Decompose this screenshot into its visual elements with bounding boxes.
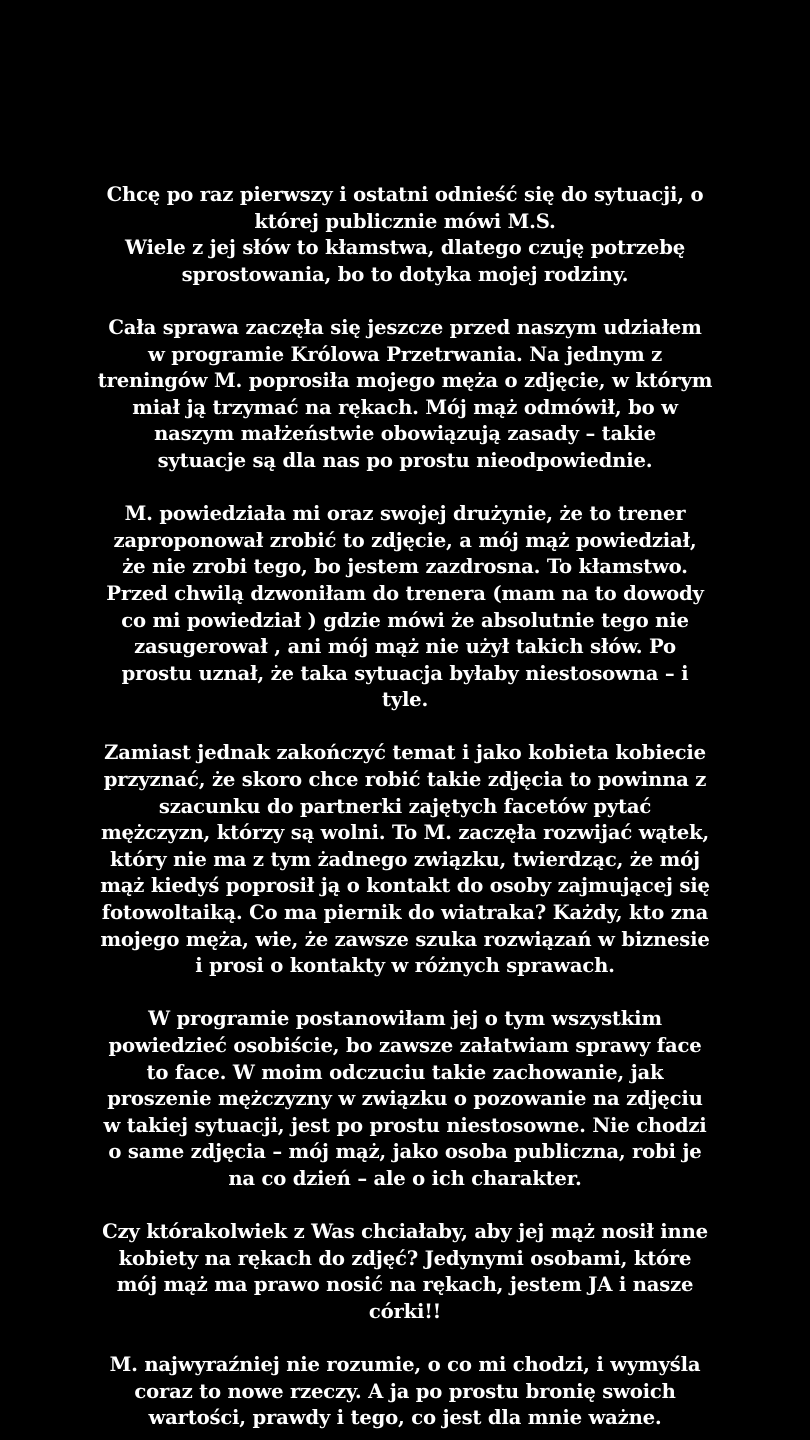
statement-line: że nie zrobi tego, bo jestem zazdrosna. To kłamstwo. <box>122 555 688 579</box>
statement-paragraph <box>48 1006 762 1192</box>
statement-line: W programie postanowiłam jej o tym wszystkim <box>148 1007 662 1031</box>
statement-line: coraz to nowe rzeczy. A ja po prostu bronię swoich <box>134 1379 676 1403</box>
statement-paragraph <box>48 1352 762 1432</box>
statement-line: powiedzieć osobiście, bo zawsze załatwiam sprawy face <box>108 1034 702 1057</box>
statement-line: Chcę po raz pierwszy i ostatni odnieść się do sytuacji, o <box>106 183 704 206</box>
statement-line: mąż kiedyś poprosił ją o kontakt do osoby zajmującej się <box>100 874 710 898</box>
statement-line: to face. W moim odczuciu takie zachowanie, jak <box>146 1060 664 1084</box>
statement-text <box>48 182 762 1432</box>
statement-line: fotowoltaiką. Co ma piernik do wiatraka? Każdy, kto zna <box>101 901 709 925</box>
statement-line: przyznać, że skoro chce robić takie zdjęcia to powinna z <box>103 768 707 792</box>
statement-line: w takiej sytuacji, jest po prostu niestosowne. Nie chodzi <box>103 1113 707 1137</box>
statement-line: Przed chwilą dzwoniłam do trenera (mam na to dowody <box>106 581 704 605</box>
statement-line: który nie ma z tym żadnego związku, twierdząc, że mój <box>110 847 700 871</box>
statement-line: prostu uznał, że taka sytuacja byłaby niestosowna – i <box>121 661 689 685</box>
statement-line: mojego męża, wie, że zawsze szuka rozwiązań w biznesie <box>100 927 710 951</box>
statement-line: której publicznie mówi M.S. <box>254 209 556 233</box>
statement-line: sprostowania, bo to dotyka mojej rodziny. <box>181 262 629 286</box>
statement-line: co mi powiedział ) gdzie mówi że absolutnie tego nie <box>121 608 689 632</box>
statement-line: mężczyzn, którzy są wolni. To M. zaczęła rozwijać wątek, <box>101 821 709 845</box>
statement-line: treningów M. poprosiła mojego męża o zdjęcie, w którym <box>97 369 713 393</box>
statement-line: córki!! <box>368 1299 442 1323</box>
statement-line: zaproponował zrobić to zdjęcie, a mój mąż powiedział, <box>113 528 697 552</box>
statement-line: proszenie mężczyzny w związku o pozowanie na zdjęciu <box>107 1087 703 1111</box>
statement-line: wartości, prawdy i tego, co jest dla mnie ważne. <box>148 1406 662 1430</box>
statement-line: szacunku do partnerki zajętych facetów pytać <box>158 794 652 818</box>
statement-line: zasugerował , ani mój mąż nie użył takich słów. Po <box>134 635 676 659</box>
statement-line: w programie Królowa Przetrwania. Na jednym z <box>147 342 663 366</box>
statement-line: Wiele z jej słów to kłamstwa, dlatego czuję potrzebę <box>125 236 685 260</box>
statement-line: Czy którakolwiek z Was chciałaby, aby jej mąż nosił inne <box>102 1220 708 1244</box>
statement-line: tyle. <box>381 688 429 712</box>
statement-paragraph <box>48 315 762 475</box>
statement-paragraph <box>48 1219 762 1325</box>
statement-line: miał ją trzymać na rękach. Mój mąż odmówił, bo w <box>132 395 678 419</box>
statement-line: mój mąż ma prawo nosić na rękach, jestem JA i nasze <box>116 1273 694 1297</box>
statement-line: M. powiedziała mi oraz swojej drużynie, że to trener <box>124 502 686 526</box>
statement-line: M. najwyraźniej nie rozumie, o co mi chodzi, i wymyśla <box>109 1353 701 1377</box>
statement-paragraph <box>48 740 762 979</box>
statement-paragraph <box>48 182 762 288</box>
statement-line: i prosi o kontakty w różnych sprawach. <box>195 954 615 978</box>
statement-line: sytuacje są dla nas po prostu nieodpowiednie. <box>157 448 653 472</box>
statement-line: Cała sprawa zaczęła się jeszcze przed naszym udziałem <box>108 315 702 339</box>
statement-line: na co dzień – ale o ich charakter. <box>228 1166 582 1190</box>
statement-line: Zamiast jednak zakończyć temat i jako kobieta kobiecie <box>104 741 706 765</box>
statement-paragraph <box>48 501 762 714</box>
statement-line: kobiety na rękach do zdjęć? Jedynymi osobami, które <box>118 1246 692 1270</box>
statement-line: naszym małżeństwie obowiązują zasady – takie <box>154 422 656 446</box>
statement-line: o same zdjęcia – mój mąż, jako osoba publiczna, robi je <box>108 1140 702 1164</box>
